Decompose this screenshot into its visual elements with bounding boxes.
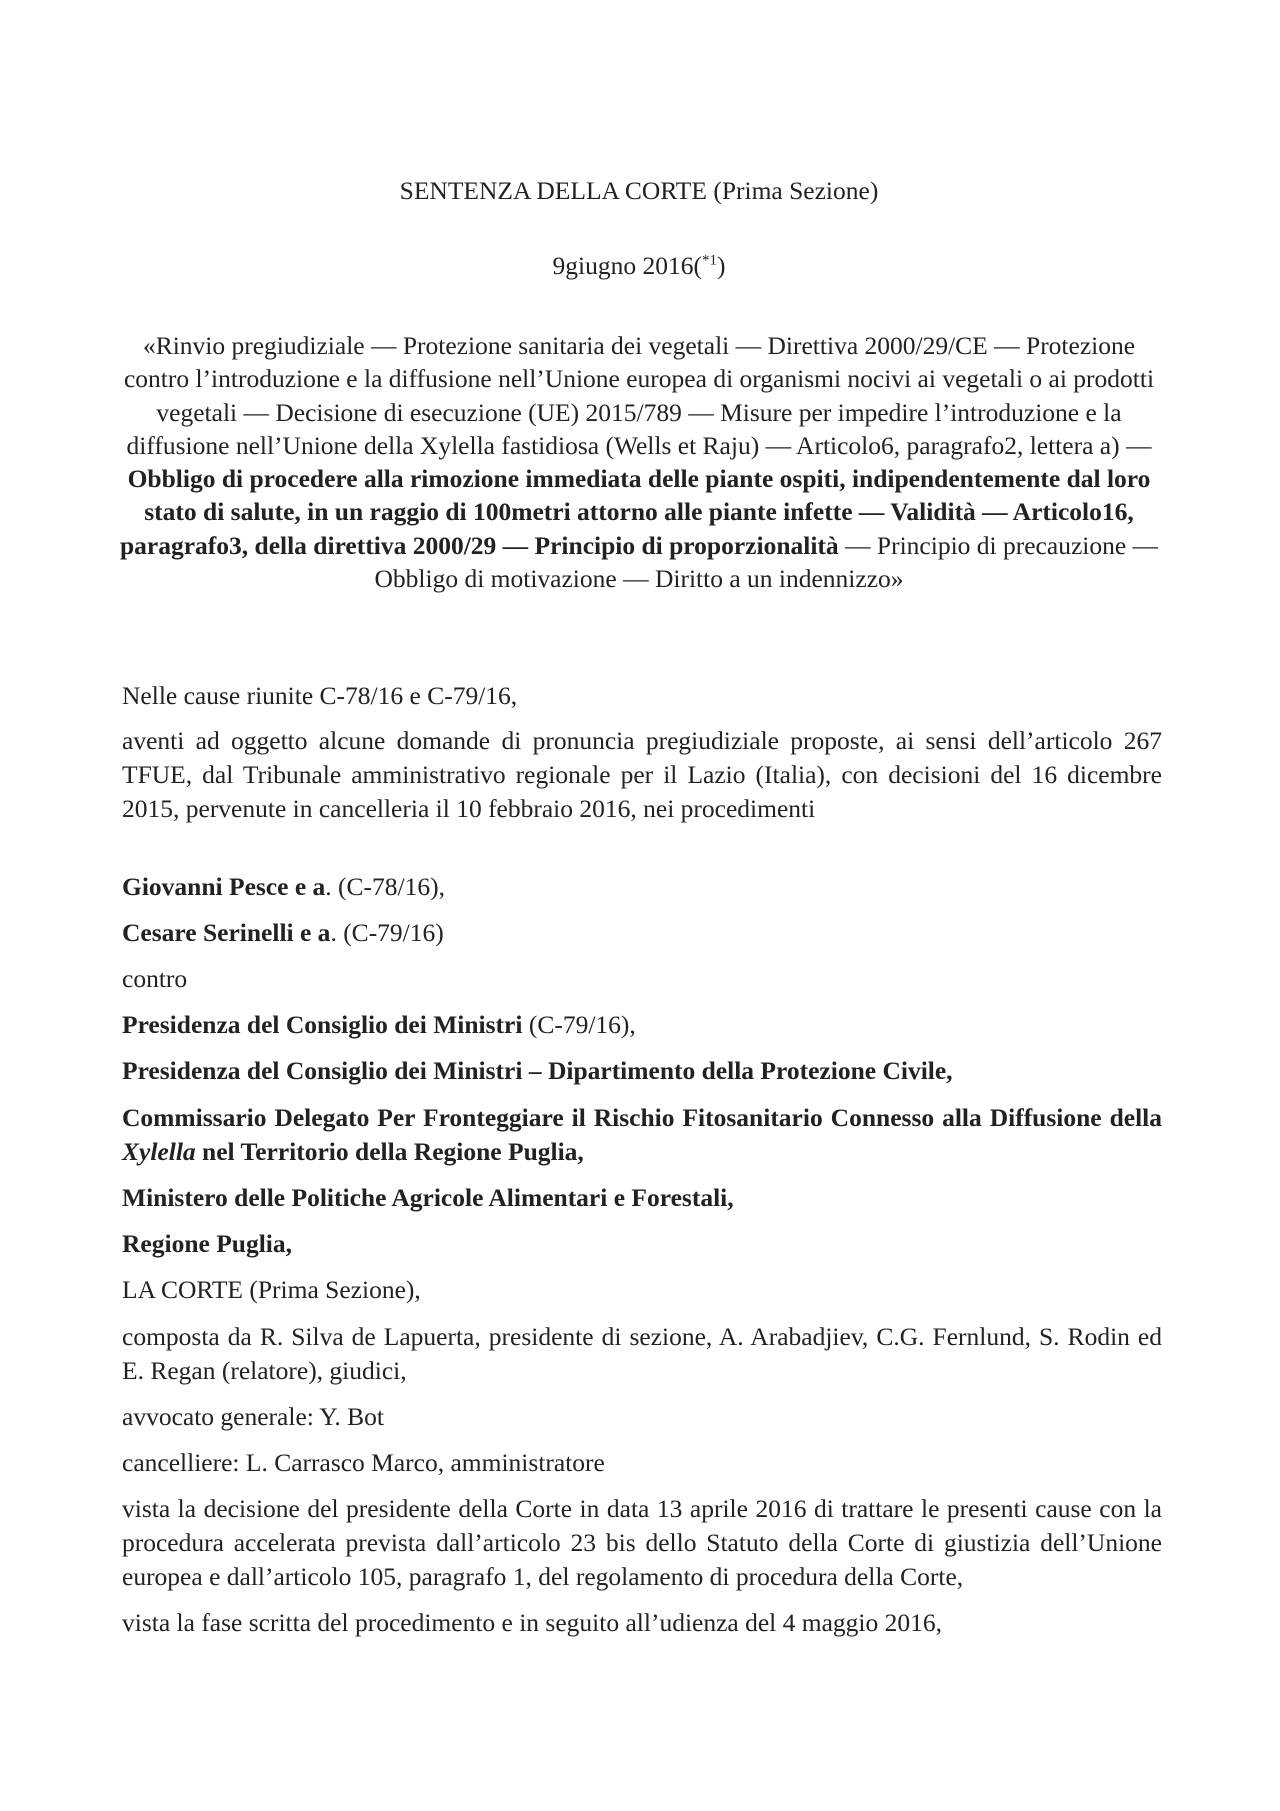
defendant-commissario — [122, 1101, 1162, 1169]
party-name: Cesare Serinelli e a — [122, 918, 331, 947]
party-serinelli — [122, 916, 1162, 950]
defendant-ministero: Ministero delle Politiche Agricole Alimentari e Forestali, — [122, 1183, 734, 1212]
summary-plain: «Rinvio pregiudiziale — Protezione sanitaria dei vegetali — Direttiva 2000/29/CE — Protezione contro l’introduzione e la diffusione nell’Unione europea di organismi nocivi ai vegetali o ai prodotti vegetali — Decisione di esecuzione (UE) 2015/789 — Misure per impedire l’introduzione e la diffusione nell’Unione della Xylella fastidiosa (Wells et Raju) — Articolo6, paragrafo2, lettera a) — — [123, 331, 1155, 460]
court-heading: LA CORTE (Prima Sezione), — [122, 1275, 421, 1304]
written-procedure: vista la fase scritta del procedimento e in seguito all’udienza del 4 maggio 2016, — [122, 1608, 942, 1637]
party-pesce — [122, 870, 1162, 904]
judgment-date — [115, 251, 1163, 281]
composition-paragraph: composta da R. Silva de Lapuerta, presidente di sezione, A. Arabadjiev, C.G. Fernlund, S. Rodin ed E. Regan (relatore), giudici, — [122, 1322, 1162, 1385]
party-name-post: nel Territorio della Regione Puglia, — [195, 1137, 584, 1166]
judgment-title: SENTENZA DELLA CORTE (Prima Sezione) — [399, 176, 879, 205]
advocate-general: avvocato generale: Y. Bot — [122, 1402, 384, 1431]
party-name-italic: Xylella — [122, 1137, 196, 1166]
defendant-presidenza — [122, 1008, 1162, 1042]
party-ref: . (C-79/16) — [330, 918, 444, 947]
defendant-protezione-civile: Presidenza del Consiglio dei Ministri – Dipartimento della Protezione Civile, — [122, 1056, 953, 1085]
defendant-regione: Regione Puglia, — [122, 1229, 292, 1258]
party-ref: (C-79/16), — [522, 1010, 636, 1039]
party-name: Giovanni Pesce e a — [122, 872, 326, 901]
object-paragraph: aventi ad oggetto alcune domande di pronuncia pregiudiziale proposte, ai sensi dell’articolo 267 TFUE, dal Tribunale amministrativo regionale per il Lazio (Italia), con decisioni del 16 dicembre 2015, pervenute in cancelleria il 10 febbraio 2016, nei procedimenti — [122, 726, 1162, 823]
intro-paragraph: Nelle cause riunite C-78/16 e C-79/16, — [122, 681, 518, 710]
date-close: ) — [716, 251, 726, 280]
decision-paragraph: vista la decisione del presidente della Corte in data 13 aprile 2016 di trattare le presenti cause con la procedura accelerata prevista dall’articolo 23 bis dello Statuto della Corte di giustizia dell’Unione europea e dall’articolo 105, paragrafo 1, del regolamento di procedura della Corte, — [122, 1494, 1162, 1591]
date-text: 9giugno 2016( — [552, 251, 702, 280]
party-ref: . (C-78/16), — [325, 872, 445, 901]
party-name-pre: Commissario Delegato Per Fronteggiare il Rischio Fitosanitario Connesso alla Diffusione della — [122, 1103, 1162, 1132]
contro-label: contro — [122, 964, 188, 993]
summary-tail: — Principio di precauzione — Obbligo di motivazione — Diritto a un indennizzo» — [374, 530, 1159, 594]
footnote-ref[interactable]: *1 — [701, 252, 717, 269]
party-name: Presidenza del Consiglio dei Ministri — [122, 1010, 523, 1039]
registrar: cancelliere: L. Carrasco Marco, amministratore — [122, 1448, 605, 1477]
summary-bold: Obbligo di procedere alla rimozione immediata delle piante ospiti, indipendentemente dal loro stato di salute, in un raggio di 100metri attorno alle piante infette — Validità — Articolo16, paragrafo3, della direttiva 2000/29 — Principio di proporzionalità — [119, 464, 1151, 560]
judgment-summary — [115, 329, 1163, 595]
